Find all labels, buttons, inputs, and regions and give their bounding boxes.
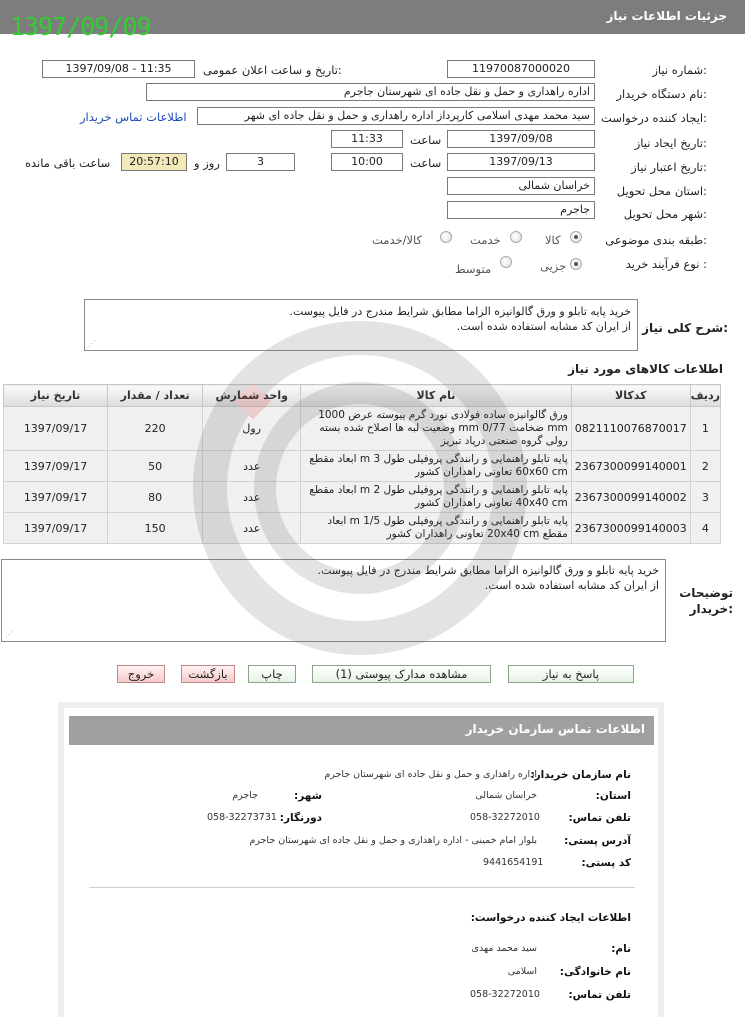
column-header-code: کدکالا xyxy=(571,385,690,407)
contact-postal-label: کد پستی: xyxy=(581,857,631,869)
category-radio-goods-service[interactable] xyxy=(440,231,452,243)
cell-qty: 50 xyxy=(108,451,203,482)
category-radio-goods[interactable] xyxy=(570,231,582,243)
creator-phone-value: 058-32272010 xyxy=(470,989,540,1000)
province-label: استان محل تحویل: xyxy=(616,184,707,198)
cell-index: 1 xyxy=(690,407,720,451)
contact-province-label: استان: xyxy=(595,790,631,802)
cell-index: 4 xyxy=(690,513,720,544)
cell-unit: رول xyxy=(203,407,301,451)
need-number-field: 11970087000020 xyxy=(447,60,595,78)
category-label: طبقه بندی موضوعی: xyxy=(605,233,707,247)
contact-phone-label: تلفن تماس: xyxy=(568,812,631,824)
process-minor-label: جزیی xyxy=(540,259,567,273)
cell-code: 0821110076870017 xyxy=(571,407,690,451)
resize-grip-icon[interactable]: ⋰ xyxy=(88,339,96,348)
days-remaining-field: 3 xyxy=(226,153,295,171)
table-row xyxy=(4,513,721,544)
cell-code: 2367300099140002 xyxy=(571,482,690,513)
buyer-org-label: نام دستگاه خریدار: xyxy=(616,87,707,101)
province-field: خراسان شمالی xyxy=(447,177,595,195)
contact-phone-value: 058-32272010 xyxy=(470,812,540,823)
process-radio-minor[interactable] xyxy=(570,258,582,270)
column-header-unit: واحد شمارش xyxy=(203,385,301,407)
goods-table xyxy=(3,384,721,544)
cell-unit: عدد xyxy=(203,482,301,513)
days-and-label: روز و xyxy=(194,156,220,170)
cell-date: 1397/09/17 xyxy=(4,482,108,513)
need-number-label: شماره نیاز: xyxy=(652,63,707,77)
cell-qty: 150 xyxy=(108,513,203,544)
contact-city-value: جاجرم xyxy=(232,790,258,801)
goods-section-title: اطلاعات کالاهای مورد نیاز xyxy=(568,362,723,376)
reply-button[interactable]: پاسخ به نیاز xyxy=(508,665,634,683)
cell-code: 2367300099140001 xyxy=(571,451,690,482)
back-button[interactable]: بازگشت xyxy=(181,665,235,683)
process-label: نوع فرآیند خرید : xyxy=(625,257,707,271)
cell-index: 2 xyxy=(690,451,720,482)
creator-phone-label: تلفن تماس: xyxy=(568,989,631,1001)
validity-date-label: تاریخ اعتبار نیاز: xyxy=(631,160,707,174)
created-time-field: 11:33 xyxy=(331,130,403,148)
buyer-notes-label-1: توضیحات xyxy=(679,586,733,600)
goods-table-header xyxy=(4,385,721,407)
announce-datetime-field: 1397/09/08 - 11:35 xyxy=(42,60,195,78)
category-service-label: خدمت xyxy=(470,233,501,247)
buyer-notes-label-2: خریدار: xyxy=(689,602,733,616)
buyer-contact-link[interactable]: اطلاعات تماس خریدار xyxy=(80,110,187,124)
buyer-notes-textarea[interactable] xyxy=(1,559,666,642)
date-stamp: 1397/09/09 xyxy=(10,12,151,41)
category-goods-label: کالا xyxy=(545,233,561,247)
creator-last-name-value: اسلامی xyxy=(507,966,537,977)
announce-label: تاریخ و ساعت اعلان عمومی: xyxy=(203,63,342,77)
created-date-field: 1397/09/08 xyxy=(447,130,595,148)
contact-panel-title: اطلاعات تماس سازمان خریدار xyxy=(465,722,645,736)
contact-postal-value: 9441654191 xyxy=(483,857,544,868)
process-medium-label: متوسط xyxy=(455,262,492,276)
city-field: جاجرم xyxy=(447,201,595,219)
cell-name: پایه تابلو راهنمایی و رانندگی پروفیلی طول 1/5 m ابعاد مقطع 20x40 cm تعاونی راهداران کشور xyxy=(301,513,572,544)
contact-fax-label: دورنگار: xyxy=(279,812,322,824)
table-row xyxy=(4,407,721,451)
contact-city-label: شهر: xyxy=(294,790,322,802)
description-textarea[interactable] xyxy=(84,299,638,351)
buyer-org-field: اداره راهداری و حمل و نقل جاده ای شهرستان جاجرم xyxy=(146,83,595,101)
creator-section-title: اطلاعات ایجاد کننده درخواست: xyxy=(470,912,631,924)
cell-index: 3 xyxy=(690,482,720,513)
column-header-index: ردیف xyxy=(690,385,720,407)
creator-last-name-label: نام خانوادگی: xyxy=(559,966,631,978)
validity-date-field: 1397/09/13 xyxy=(447,153,595,171)
creator-first-name-value: سید محمد مهدی xyxy=(471,943,537,954)
cell-date: 1397/09/17 xyxy=(4,451,108,482)
contact-address-value: بلوار امام خمینی - اداره راهداری و حمل و نقل جاده ای شهرستان جاجرم xyxy=(249,835,537,846)
category-goods-service-label: کالا/خدمت xyxy=(372,233,423,247)
time-remaining-label: ساعت باقی مانده xyxy=(25,156,111,170)
requester-field: سید محمد مهدی اسلامی کارپرداز اداره راهداری و حمل و نقل جاده ای شهر xyxy=(197,107,595,125)
print-button[interactable]: چاپ xyxy=(248,665,296,683)
buyer-notes-line-2: از ایران کد مشابه استفاده شده است. xyxy=(484,579,659,592)
cell-unit: عدد xyxy=(203,513,301,544)
cell-name: پایه تابلو راهنمایی و رانندگی پروفیلی طول 2 m ابعاد مقطع 40x40 cm تعاونی راهداران کشور xyxy=(301,482,572,513)
exit-button[interactable]: خروج xyxy=(117,665,165,683)
column-header-name: نام کالا xyxy=(301,385,572,407)
cell-name: پایه تابلو راهنمایی و رانندگی پروفیلی طول 3 m ابعاد مقطع 60x60 cm تعاونی راهداران کشور xyxy=(301,451,572,482)
page-title: جزئیات اطلاعات نیاز xyxy=(606,9,727,23)
contact-address-label: آدرس پستی: xyxy=(564,835,631,847)
cell-qty: 220 xyxy=(108,407,203,451)
buyer-notes-line-1: خرید پایه تابلو و ورق گالوانیزه الزاما مطابق شرایط مندرج در فایل پیوست. xyxy=(317,564,659,577)
description-line-2: از ایران کد مشابه استفاده شده است. xyxy=(456,320,631,333)
cell-qty: 80 xyxy=(108,482,203,513)
column-header-date: تاریخ نیاز xyxy=(4,385,108,407)
city-label: شهر محل تحویل: xyxy=(623,207,707,221)
org-name-label: نام سازمان خریدار: xyxy=(530,769,631,781)
time-remaining-field: 20:57:10 xyxy=(121,153,187,171)
cell-code: 2367300099140003 xyxy=(571,513,690,544)
validity-time-field: 10:00 xyxy=(331,153,403,171)
contact-province-value: خراسان شمالی xyxy=(475,790,537,801)
cell-date: 1397/09/17 xyxy=(4,407,108,451)
requester-label: ایجاد کننده درخواست: xyxy=(601,111,707,125)
category-radio-service[interactable] xyxy=(510,231,522,243)
table-row xyxy=(4,451,721,482)
contact-fax-value: 058-32273731 xyxy=(207,812,277,823)
resize-grip-icon[interactable]: ⋰ xyxy=(5,630,13,639)
cell-date: 1397/09/17 xyxy=(4,513,108,544)
org-name-value: اداره راهداری و حمل و نقل جاده ای شهرستان جاجرم xyxy=(324,769,537,780)
created-date-label: تاریخ ایجاد نیاز: xyxy=(634,136,707,150)
contact-divider xyxy=(89,887,635,888)
created-time-label: ساعت xyxy=(410,133,442,147)
column-header-qty: تعداد / مقدار xyxy=(108,385,203,407)
cell-unit: عدد xyxy=(203,451,301,482)
description-line-1: خرید پایه تابلو و ورق گالوانیزه الزاما مطابق شرایط مندرج در فایل پیوست. xyxy=(289,305,631,318)
description-label: شرح کلی نیاز: xyxy=(642,321,728,335)
cell-name: ورق گالوانیزه ساده فولادی نورد گرم پیوسته عرض 1000 mm ضخامت 0/77 mm وضعیت لبه ها اصلاح شده بسته رولی گروه صنعتی درپاد تبریز xyxy=(301,407,572,451)
process-radio-medium[interactable] xyxy=(500,256,512,268)
creator-first-name-label: نام: xyxy=(611,943,631,955)
validity-time-label: ساعت xyxy=(410,156,442,170)
view-attachments-button[interactable]: مشاهده مدارک پیوستی (1) xyxy=(312,665,491,683)
table-row xyxy=(4,482,721,513)
